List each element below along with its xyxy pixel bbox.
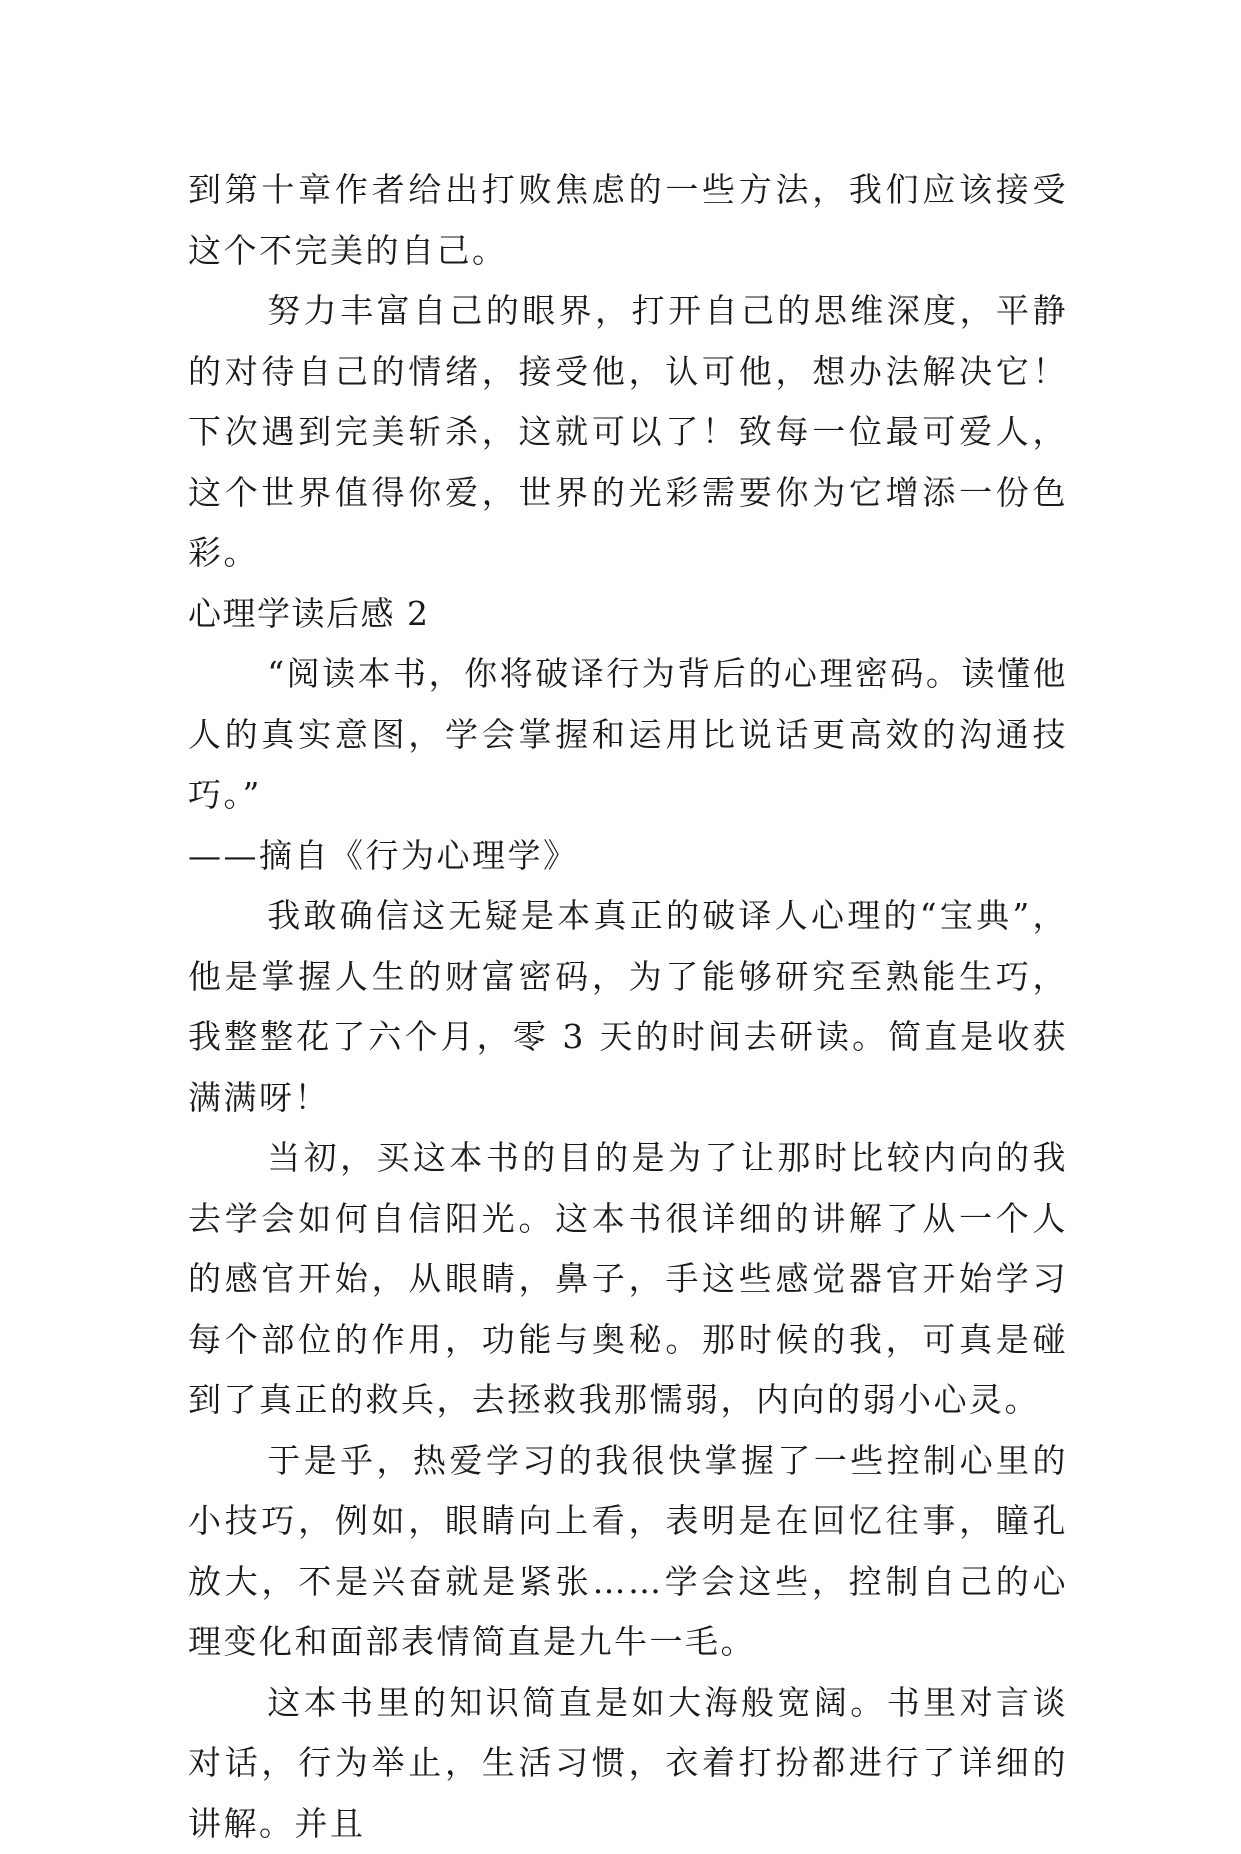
quote-paragraph: “阅读本书，你将破译行为背后的心理密码。读懂他人的真实意图，学会掌握和运用比说话更高效的沟通技巧。” — [188, 644, 1068, 826]
paragraph: 于是乎，热爱学习的我很快掌握了一些控制心里的小技巧，例如，眼睛向上看，表明是在回忆往事，瞳孔放大，不是兴奋就是紧张……学会这些，控制自己的心理变化和面部表情简直是九牛一毛。 — [188, 1431, 1068, 1673]
section-heading: 心理学读后感 2 — [188, 584, 1068, 645]
paragraph: 这本书里的知识简直是如大海般宽阔。书里对言谈对话，行为举止，生活习惯，衣着打扮都进行了详细的讲解。并且 — [188, 1673, 1068, 1854]
document-body — [188, 160, 1068, 1854]
paragraph: 我敢确信这无疑是本真正的破译人心理的“宝典”，他是掌握人生的财富密码，为了能够研究至熟能生巧，我整整花了六个月，零 3 天的时间去研读。简直是收获满满呀！ — [188, 886, 1068, 1128]
quote-attribution: ——摘自《行为心理学》 — [188, 826, 1068, 887]
paragraph: 到第十章作者给出打败焦虑的一些方法，我们应该接受这个不完美的自己。 — [188, 160, 1068, 281]
paragraph: 努力丰富自己的眼界，打开自己的思维深度，平静的对待自己的情绪，接受他，认可他，想办法解决它！下次遇到完美斩杀，这就可以了！致每一位最可爱人，这个世界值得你爱，世界的光彩需要你为它增添一份色彩。 — [188, 281, 1068, 584]
paragraph: 当初，买这本书的目的是为了让那时比较内向的我去学会如何自信阳光。这本书很详细的讲解了从一个人的感官开始，从眼睛，鼻子，手这些感觉器官开始学习每个部位的作用，功能与奥秘。那时候的我，可真是碰到了真正的救兵，去拯救我那懦弱，内向的弱小心灵。 — [188, 1128, 1068, 1431]
